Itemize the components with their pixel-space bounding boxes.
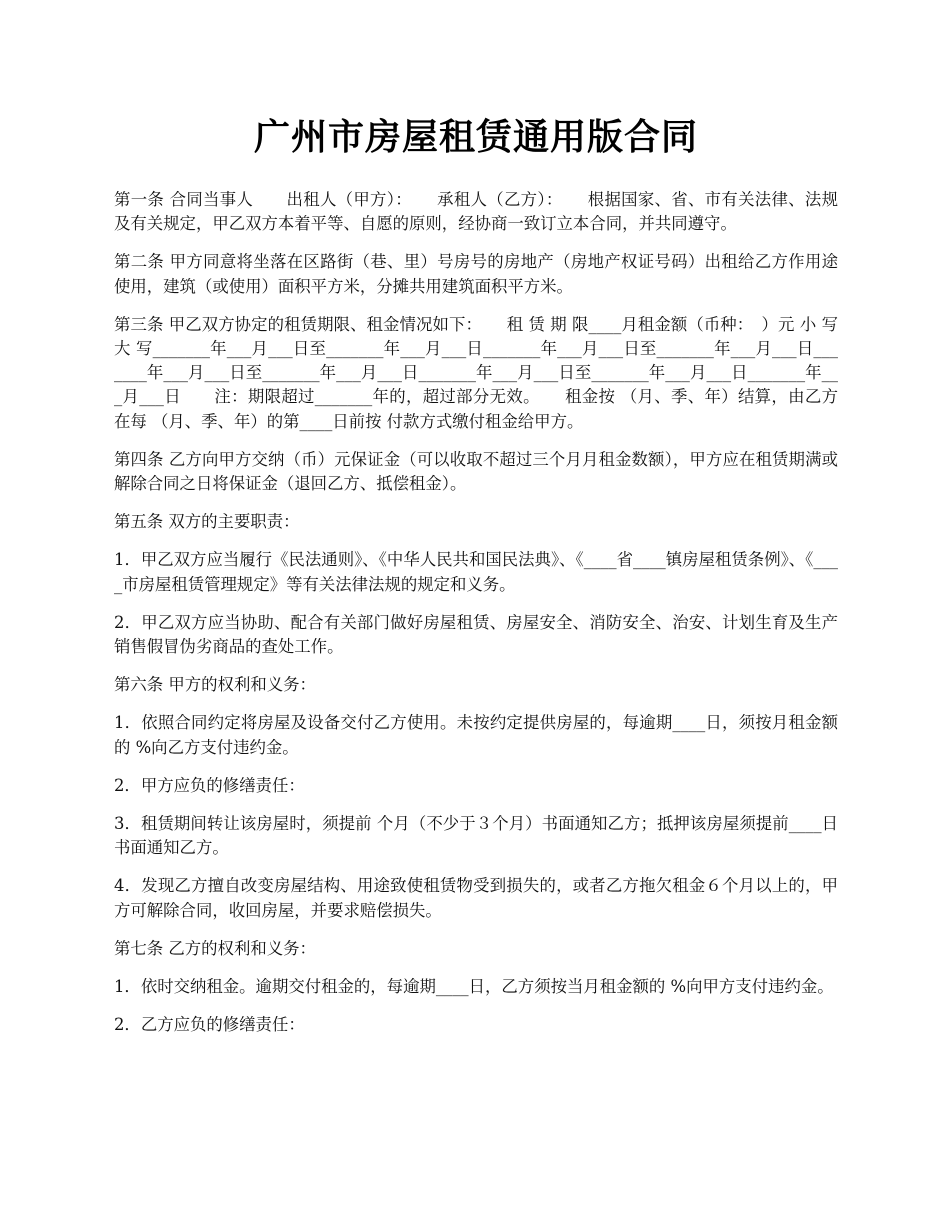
article-6-heading: 第六条 甲方的权利和义务： bbox=[114, 675, 316, 695]
article-7-item-2: 2．乙方应负的修缮责任： bbox=[114, 1015, 305, 1035]
article-4-deposit: 第四条 乙方向甲方交纳（币）元保证金（可以收取不超过三个月月租金数额），甲方应在租赁期满或解除合同之日将保证金（退回乙方、抵偿租金）。 bbox=[114, 449, 838, 494]
article-5-heading: 第五条 双方的主要职责： bbox=[114, 512, 300, 532]
article-7-item-1: 1．依时交纳租金。逾期交付租金的，每逾期____日，乙方须按当月租金额的 %向甲方支付违约金。 bbox=[114, 977, 834, 997]
article-6-item-3: 3．租赁期间转让该房屋时，须提前 个月（不少于３个月）书面通知乙方；抵押该房屋须提前____日书面通知乙方。 bbox=[114, 814, 838, 858]
document-body bbox=[114, 188, 871, 1037]
article-3-term-and-rent: 第三条 甲乙双方协定的租赁期限、租金情况如下： 租 赁 期 限____月租金额（币种： ）元 小 写 大 写_______年___月___日至_______年___月___日_______年___月___日至_______年___月___日_______年___月___日至_______年___月___日_______年___月___日至_______年___月___日_______年___月___日 注：期限超过_______年的，超过部分无效。 租金按 （月、季、年）结算，由乙方在每 （月、季、年）的第____日前按 付款方式缴付租金给甲方。 bbox=[114, 314, 871, 431]
article-6-item-4: 4．发现乙方擅自改变房屋结构、用途致使租赁物受到损失的，或者乙方拖欠租金６个月以上的，甲方可解除合同，收回房屋，并要求赔偿损失。 bbox=[114, 876, 838, 920]
document-title: 广州市房屋租赁通用版合同 bbox=[253, 116, 698, 158]
article-1-parties: 第一条 合同当事人 出租人（甲方）： 承租人（乙方）： 根据国家、省、市有关法律、法规及有关规定，甲乙双方本着平等、自愿的原则，经协商一致订立本合同，并共同遵守。 bbox=[114, 190, 838, 234]
article-2-premises: 第二条 甲方同意将坐落在区路街（巷、里）号房号的房地产（房地产权证号码）出租给乙方作用途使用，建筑（或使用）面积平方米，分摊共用建筑面积平方米。 bbox=[114, 252, 838, 296]
article-6-item-2: 2．甲方应负的修缮责任： bbox=[114, 775, 305, 795]
article-5-item-2: 2．甲乙双方应当协助、配合有关部门做好房屋租赁、房屋安全、消防安全、治安、计划生育及生产销售假冒伪劣商品的查处工作。 bbox=[114, 612, 838, 657]
article-5-item-1: 1．甲乙双方应当履行《民法通则》、《中华人民共和国民法典》、《____省____镇房屋租赁条例》、《____市房屋租赁管理规定》等有关法律法规的规定和义务。 bbox=[114, 550, 838, 594]
document-page bbox=[114, 0, 871, 1051]
article-7-heading: 第七条 乙方的权利和义务： bbox=[114, 938, 316, 958]
article-6-item-1: 1．依照合同约定将房屋及设备交付乙方使用。未按约定提供房屋的，每逾期____日，须按月租金额的 %向乙方支付违约金。 bbox=[114, 713, 838, 757]
